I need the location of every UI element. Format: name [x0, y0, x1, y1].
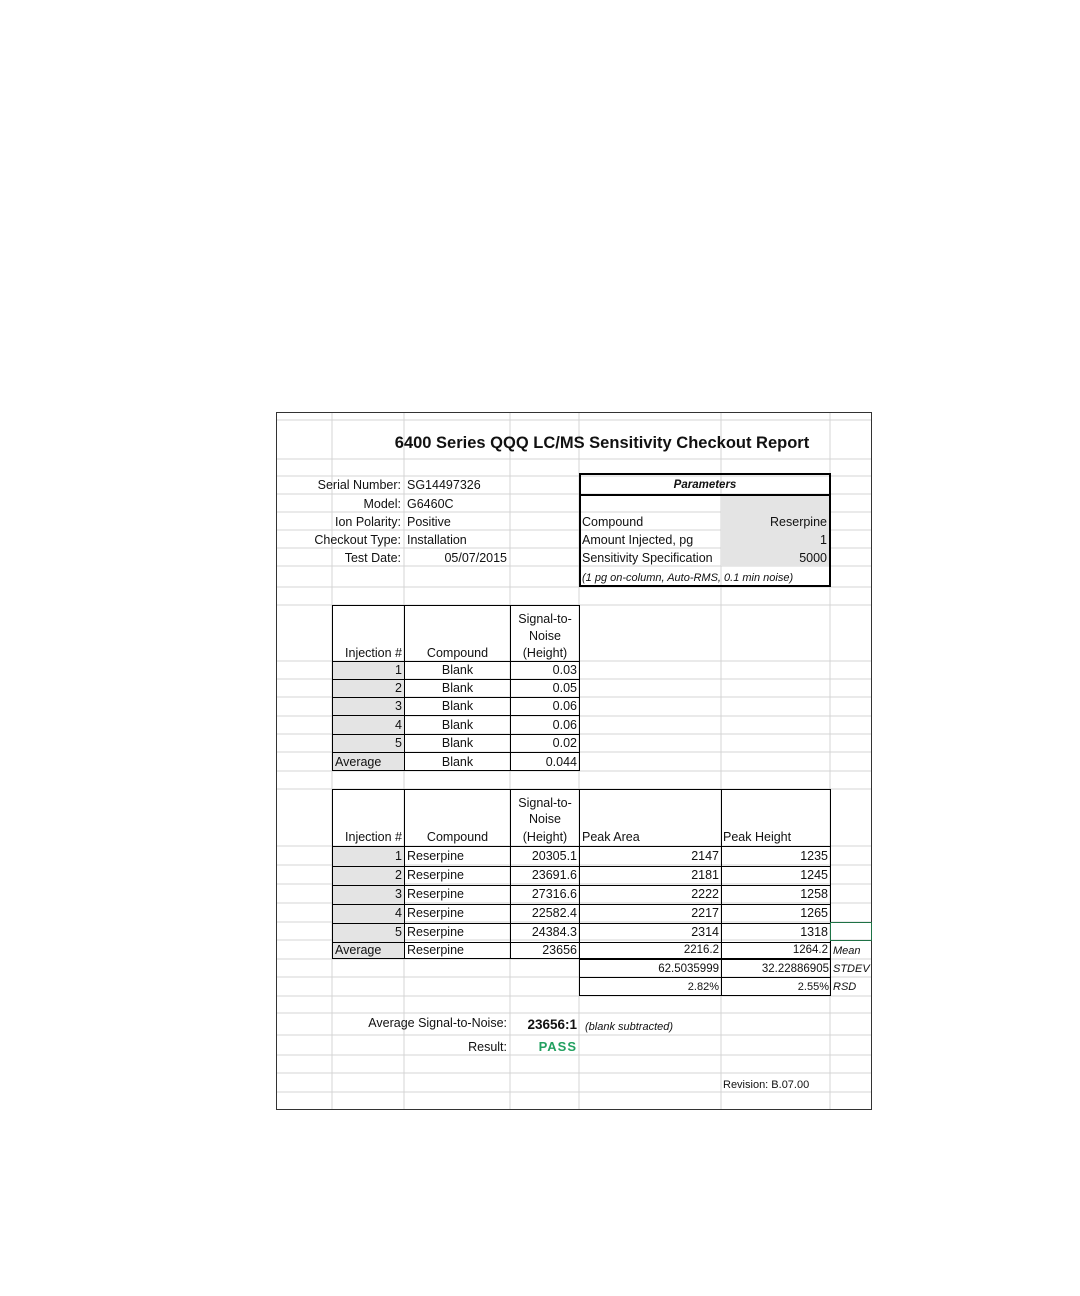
result-label: Result:	[468, 1040, 507, 1054]
result-value: PASS	[538, 1039, 577, 1054]
res-header-line	[332, 846, 831, 847]
res-peak-area: 2217	[691, 906, 719, 920]
param-spec-label: Sensitivity Specification	[582, 551, 713, 565]
res-sn-value: 24384.3	[531, 925, 577, 939]
res-peak-area: 2147	[691, 849, 719, 863]
stats-row-line	[579, 977, 831, 978]
res-sn-value: 22582.4	[531, 906, 577, 920]
res-injection-number: 5	[395, 925, 402, 939]
res-sn-value: 23691.6	[531, 868, 577, 882]
param-amount-value: 1	[820, 533, 827, 547]
rsd-peak-area: 2.82%	[687, 981, 719, 993]
param-amount-label: Amount Injected, pg	[582, 533, 694, 547]
res-sn-value: 27316.6	[531, 887, 577, 901]
res-injection-number: 2	[395, 868, 402, 882]
test-date-label: Test Date:	[344, 551, 401, 565]
checkout-type-label: Checkout Type:	[314, 533, 401, 547]
res-compound: Reserpine	[407, 925, 464, 939]
res-average-compound: Reserpine	[407, 943, 464, 957]
res-peak-area: 2222	[691, 887, 719, 901]
res-col-sep-1	[404, 789, 405, 959]
blank-injection-number: 5	[395, 736, 402, 750]
res-compound: Reserpine	[407, 906, 464, 920]
avg-sn-label: Average Signal-to-Noise:	[368, 1016, 507, 1030]
blank-row-line	[332, 715, 580, 716]
res-compound: Reserpine	[407, 849, 464, 863]
res-injection-number: 4	[395, 906, 402, 920]
res-injection-number: 1	[395, 849, 402, 863]
blank-header-sn-3: (Height)	[522, 646, 568, 660]
blank-compound: Blank	[441, 699, 474, 713]
res-header-compound: Compound	[426, 830, 489, 844]
res-header-sn-3: (Height)	[522, 830, 568, 844]
res-peak-height: 1245	[800, 868, 828, 882]
stdev-peak-area: 62.5035999	[658, 963, 719, 975]
blank-header-sn-2: Noise	[529, 629, 561, 643]
res-col-sep-3	[579, 789, 580, 959]
res-peak-height: 1318	[800, 925, 828, 939]
test-date-value: 05/07/2015	[444, 551, 507, 565]
avg-sn-value: 23656:1	[527, 1017, 577, 1032]
blank-injection-number: 1	[395, 663, 402, 677]
res-average-label: Average	[335, 943, 382, 957]
res-average-sn: 23656	[542, 943, 577, 957]
blank-sn-value: 0.05	[552, 681, 577, 695]
blank-compound: Blank	[441, 681, 474, 695]
param-compound-label: Compound	[582, 515, 644, 529]
res-peak-area: 2181	[691, 868, 719, 882]
res-header-sn-2: Noise	[529, 812, 561, 826]
blank-compound: Blank	[441, 718, 474, 732]
blank-compound: Blank	[441, 736, 474, 750]
res-header-peak-area: Peak Area	[582, 830, 640, 844]
blank-average-compound: Blank	[441, 755, 474, 769]
blank-compound: Blank	[441, 663, 474, 677]
res-compound: Reserpine	[407, 868, 464, 882]
blank-sn-value: 0.02	[552, 736, 577, 750]
blank-sn-value: 0.06	[552, 718, 577, 732]
checkout-type-value: Installation	[407, 533, 467, 547]
res-peak-height: 1258	[800, 887, 828, 901]
param-compound-value: Reserpine	[770, 515, 827, 529]
rsd-tag: RSD	[833, 981, 857, 993]
blank-average-sn: 0.044	[545, 755, 577, 769]
res-average-peak-area: 2216.2	[683, 944, 719, 956]
rsd-peak-height: 2.55%	[797, 981, 829, 993]
blank-sn-value: 0.06	[552, 699, 577, 713]
res-header-peak-height: Peak Height	[723, 830, 792, 844]
stdev-tag: STDEV	[833, 963, 870, 975]
stdev-peak-height: 32.22886905	[761, 963, 829, 975]
blank-injection-number: 3	[395, 699, 402, 713]
blank-injection-number: 4	[395, 718, 402, 732]
revision: Revision: B.07.00	[723, 1079, 810, 1091]
ion-polarity-value: Positive	[407, 515, 451, 529]
res-injection-number: 3	[395, 887, 402, 901]
blank-header-injection: Injection #	[345, 646, 402, 660]
serial-number-label: Serial Number:	[317, 478, 401, 492]
res-header-sn-1: Signal-to-	[518, 796, 572, 810]
parameters-title: Parameters	[673, 479, 737, 491]
parameters-note: (1 pg on-column, Auto-RMS, 0.1 min noise)	[582, 572, 794, 584]
res-compound: Reserpine	[407, 887, 464, 901]
res-header-injection: Injection #	[345, 830, 402, 844]
blank-header-compound: Compound	[426, 646, 489, 660]
model-value: G6460C	[407, 497, 454, 511]
blank-injection-number: 2	[395, 681, 402, 695]
res-average-peak-height: 1264.2	[792, 944, 828, 956]
ion-polarity-label: Ion Polarity:	[334, 515, 401, 529]
avg-sn-note: (blank subtracted)	[585, 1021, 674, 1033]
serial-number-value: SG14497326	[407, 478, 481, 492]
blank-average-label: Average	[335, 755, 382, 769]
selected-cell[interactable]	[830, 922, 872, 941]
res-peak-height: 1235	[800, 849, 828, 863]
blank-row-line	[332, 752, 580, 753]
blank-sn-value: 0.03	[552, 663, 577, 677]
report-title: 6400 Series QQQ LC/MS Sensitivity Checkout Report	[394, 434, 810, 452]
res-col-sep-4	[721, 789, 722, 959]
spreadsheet-report	[276, 412, 872, 1110]
param-spec-value: 5000	[799, 551, 827, 565]
model-label: Model:	[363, 497, 401, 511]
res-sn-value: 20305.1	[531, 849, 577, 863]
res-peak-height: 1265	[800, 906, 828, 920]
mean-tag: Mean	[833, 945, 861, 957]
blank-header-sn-1: Signal-to-	[518, 612, 572, 626]
res-peak-area: 2314	[691, 925, 719, 939]
